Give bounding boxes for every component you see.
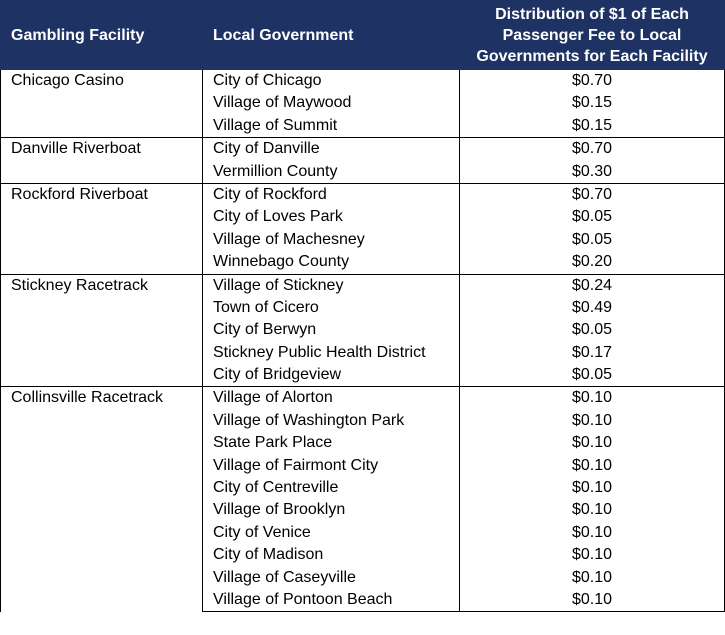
government-cell: Village of Maywood xyxy=(203,92,460,114)
amount-cell: $0.10 xyxy=(460,544,725,566)
amount-cell: $0.10 xyxy=(460,410,725,432)
amount-cell: $0.49 xyxy=(460,297,725,319)
amount-cell: $0.15 xyxy=(460,115,725,138)
table-row xyxy=(1,70,725,93)
government-cell: Village of Fairmont City xyxy=(203,455,460,477)
amount-cell: $0.10 xyxy=(460,522,725,544)
amount-cell: $0.70 xyxy=(460,138,725,161)
amount-cell: $0.05 xyxy=(460,319,725,341)
amount-cell: $0.70 xyxy=(460,183,725,206)
amount-cell: $0.10 xyxy=(460,455,725,477)
amount-cell: $0.10 xyxy=(460,499,725,521)
government-cell: Village of Caseyville xyxy=(203,567,460,589)
header-distribution: Distribution of $1 of Each Passenger Fee to Local Governments for Each Facility xyxy=(460,1,725,70)
amount-cell: $0.10 xyxy=(460,589,725,612)
amount-cell: $0.05 xyxy=(460,364,725,387)
amount-cell: $0.10 xyxy=(460,432,725,454)
government-cell: City of Danville xyxy=(203,138,460,161)
government-cell: Village of Summit xyxy=(203,115,460,138)
amount-cell: $0.05 xyxy=(460,229,725,251)
government-cell: City of Venice xyxy=(203,522,460,544)
facility-cell: Rockford Riverboat xyxy=(1,183,203,274)
header-local-government: Local Government xyxy=(203,1,460,70)
facility-cell: Collinsville Racetrack xyxy=(1,387,203,612)
facility-cell: Chicago Casino xyxy=(1,70,203,138)
header-row xyxy=(1,1,725,70)
amount-cell: $0.10 xyxy=(460,387,725,410)
government-cell: City of Rockford xyxy=(203,183,460,206)
amount-cell: $0.70 xyxy=(460,70,725,93)
government-cell: City of Centreville xyxy=(203,477,460,499)
government-cell: Winnebago County xyxy=(203,251,460,274)
table-row xyxy=(1,274,725,297)
amount-cell: $0.24 xyxy=(460,274,725,297)
government-cell: Town of Cicero xyxy=(203,297,460,319)
amount-cell: $0.17 xyxy=(460,342,725,364)
government-cell: City of Madison xyxy=(203,544,460,566)
government-cell: Village of Pontoon Beach xyxy=(203,589,460,612)
government-cell: Village of Brooklyn xyxy=(203,499,460,521)
header-gambling-facility: Gambling Facility xyxy=(1,1,203,70)
table-row xyxy=(1,138,725,161)
table-header xyxy=(1,1,725,70)
government-cell: City of Berwyn xyxy=(203,319,460,341)
government-cell: City of Bridgeview xyxy=(203,364,460,387)
amount-cell: $0.05 xyxy=(460,206,725,228)
government-cell: City of Chicago xyxy=(203,70,460,93)
government-cell: State Park Place xyxy=(203,432,460,454)
amount-cell: $0.30 xyxy=(460,161,725,184)
amount-cell: $0.20 xyxy=(460,251,725,274)
government-cell: Village of Alorton xyxy=(203,387,460,410)
government-cell: Stickney Public Health District xyxy=(203,342,460,364)
government-cell: Village of Washington Park xyxy=(203,410,460,432)
government-cell: Vermillion County xyxy=(203,161,460,184)
table-row xyxy=(1,387,725,410)
facility-cell: Stickney Racetrack xyxy=(1,274,203,387)
amount-cell: $0.10 xyxy=(460,477,725,499)
amount-cell: $0.10 xyxy=(460,567,725,589)
government-cell: Village of Machesney xyxy=(203,229,460,251)
government-cell: Village of Stickney xyxy=(203,274,460,297)
table-row xyxy=(1,183,725,206)
table-body xyxy=(1,70,725,612)
government-cell: City of Loves Park xyxy=(203,206,460,228)
amount-cell: $0.15 xyxy=(460,92,725,114)
facility-cell: Danville Riverboat xyxy=(1,138,203,184)
